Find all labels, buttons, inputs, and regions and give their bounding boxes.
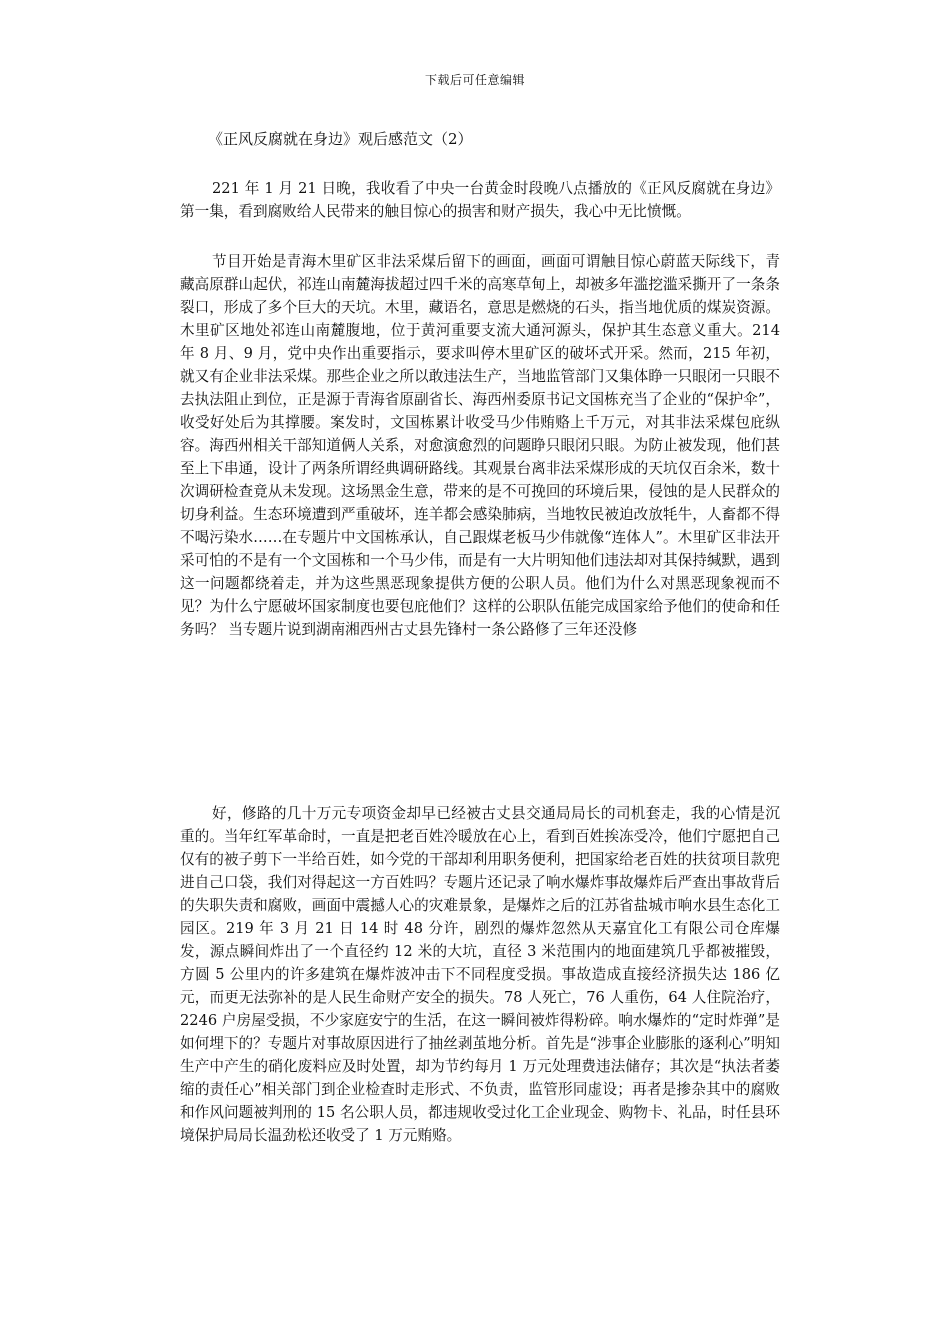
paragraph-1: 221 年 1 月 21 日晚，我收看了中央一台黄金时段晚八点播放的《正风反腐就在身边》第一集，看到腐败给人民带来的触目惊心的损害和财产损失，我心中无比愤慨。 [180,180,780,220]
page-header-note: 下载后可任意编辑 [424,73,525,87]
paragraph-3: 好，修路的几十万元专项资金却早已经被古丈县交通局局长的司机套走，我的心情是沉重的。当年红军革命时，一直是把老百姓冷暖放在心上，看到百姓挨冻受冷，他们宁愿把自己仅有的被子剪下一半给百姓，如今党的干部却利用职务便利，把国家给老百姓的扶贫项目款兜进自己口袋，我们对得起这一方百姓吗？专题片还记录了响水爆炸事故爆炸后严查出事故背后的失职失责和腐败，画面中震撼人心的灾难景象，是爆炸之后的江苏省盐城市响水县生态化工园区。219 年 3 月 21 日 14 时 48 分许，剧烈的爆炸忽然从天嘉宜化工有限公司仓库爆发，源点瞬间炸出了一个直径约 12 米的大坑，直径 3 米范围内的地面建筑几乎都被摧毁，方圆 5 公里内的许多建筑在爆炸波冲击下不同程度受损。事故造成直接经济损失达 186 亿元，而更无法弥补的是人民生命财产安全的损失。78 人死亡，76 人重伤，64 人住院治疗，2246 户房屋受损，不少家庭安宁的生活，在这一瞬间被炸得粉碎。响水爆炸的“定时炸弹”是如何埋下的？专题片对事故原因进行了抽丝剥茧地分析。首先是“涉事企业膨胀的逐利心”明知生产中产生的硝化废料应及时处置，却为节约每月 1 万元处理费违法储存；其次是“执法者萎缩的责任心”相关部门到企业检查时走形式、不负责，监管形同虚设；再者是掺杂其中的腐败和作风问题被判刑的 15 名公职人员，都违规收受过化工企业现金、购物卡、礼品，时任县环境保护局局长温劲松还收受了 1 万元贿赂。 [180,805,780,1144]
paragraph-2: 节目开始是青海木里矿区非法采煤后留下的画面，画面可谓触目惊心蔚蓝天际线下，青藏高原群山起伏，祁连山南麓海拔超过四千米的高寒草甸上，却被多年滥挖滥采撕开了一条条裂口，形成了多个巨大的天坑。木里，藏语名，意思是燃烧的石头，指当地优质的煤炭资源。木里矿区地处祁连山南麓腹地，位于黄河重要支流大通河源头，保护其生态意义重大。214 年 8 月、9 月，党中央作出重要指示，要求叫停木里矿区的破坏式开采。然而，215 年初，就又有企业非法采煤。那些企业之所以敢违法生产，当地监管部门又集体睁一只眼闭一只眼不去执法阻止到位，正是源于青海省原副省长、海西州委原书记文国栋充当了企业的“保护伞”，收受好处后为其撑腰。案发时，文国栋累计收受马少伟贿赂上千万元，对其非法采煤包庇纵容。海西州相关干部知道俩人关系，对愈演愈烈的问题睁只眼闭只眼。为防止被发现，他们甚至上下串通，设计了两条所谓经典调研路线。其观景台离非法采煤形成的天坑仅百余米，数十次调研检查竟从未发现。这场黑金生意，带来的是不可挽回的环境后果，侵蚀的是人民群众的切身利益。生态环境遭到严重破坏，连羊都会感染肺病，当地牧民被迫改放牦牛，人畜都不得不喝污染水……在专题片中文国栋承认，自己跟煤老板马少伟就像“连体人”。木里矿区非法开采可怕的不是有一个文国栋和一个马少伟，而是有一大片明知他们违法却对其保持缄默，遇到这一问题都绕着走，并为这些黑恶现象提供方便的公职人员。他们为什么对黑恶现象视而不见？为什么宁愿破坏国家制度也要包庇他们？这样的公职队伍能完成国家给予他们的使命和任务吗？ 当专题片说到湖南湘西州古丈县先锋村一条公路修了三年还没修 [180,253,780,638]
document-title: 《正风反腐就在身边》观后感范文（2） [208,130,473,148]
